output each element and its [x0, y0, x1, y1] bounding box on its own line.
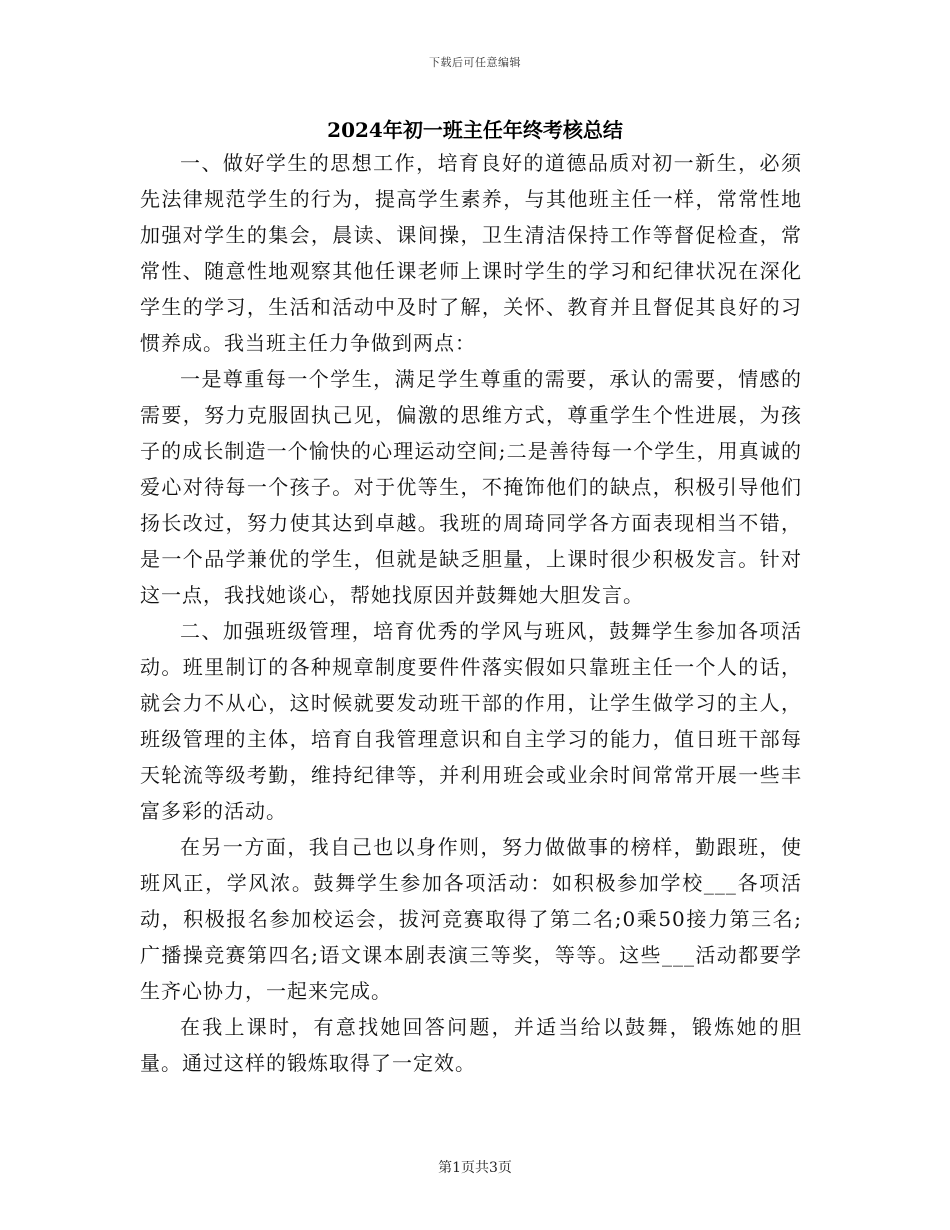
- page-footer: 第1页共3页: [438, 1160, 512, 1176]
- document-body: [140, 145, 802, 1081]
- paragraph-2: 一是尊重每一个学生，满足学生尊重的需要，承认的需要，情感的需要，努力克服固执己见，偏激的思维方式，尊重学生个性进展，为孩子的成长制造一个愉快的心理运动空间;二是善待每一个学生，用真诚的爱心对待每一个孩子。对于优等生，不掩饰他们的缺点，积极引导他们扬长改过，努力使其达到卓越。我班的周琦同学各方面表现相当不错，是一个品学兼优的学生，但就是缺乏胆量，上课时很少积极发言。针对这一点，我找她谈心，帮她找原因并鼓舞她大胆发言。: [140, 367, 802, 607]
- header-note: 下载后可任意编辑: [429, 56, 521, 69]
- document-title: 2024年初一班主任年终考核总结: [327, 118, 623, 142]
- paragraph-4: 在另一方面，我自己也以身作则，努力做做事的榜样，勤跟班，使班风正，学风浓。鼓舞学生参加各项活动：如积极参加学校___各项活动，积极报名参加校运会，拔河竞赛取得了第二名;0乘50接力第三名;广播操竞赛第四名;语文课本剧表演三等奖，等等。这些___活动都要学生齐心协力，一起来完成。: [140, 835, 802, 1003]
- paragraph-1: 一、做好学生的思想工作，培育良好的道德品质对初一新生，必须先法律规范学生的行为，提高学生素养，与其他班主任一样，常常性地加强对学生的集会，晨读、课间操，卫生清洁保持工作等督促检查，常常性、随意性地观察其他任课老师上课时学生的学习和纪律状况在深化学生的学习，生活和活动中及时了解，关怀、教育并且督促其良好的习惯养成。我当班主任力争做到两点：: [140, 151, 802, 355]
- paragraph-3: 二、加强班级管理，培育优秀的学风与班风，鼓舞学生参加各项活动。班里制订的各种规章制度要件件落实假如只靠班主任一个人的话，就会力不从心，这时候就要发动班干部的作用，让学生做学习的主人，班级管理的主体，培育自我管理意识和自主学习的能力，值日班干部每天轮流等级考勤，维持纪律等，并利用班会或业余时间常常开展一些丰富多彩的活动。: [140, 619, 802, 823]
- paragraph-5: 在我上课时，有意找她回答问题，并适当给以鼓舞，锻炼她的胆量。通过这样的锻炼取得了一定效。: [140, 1015, 802, 1075]
